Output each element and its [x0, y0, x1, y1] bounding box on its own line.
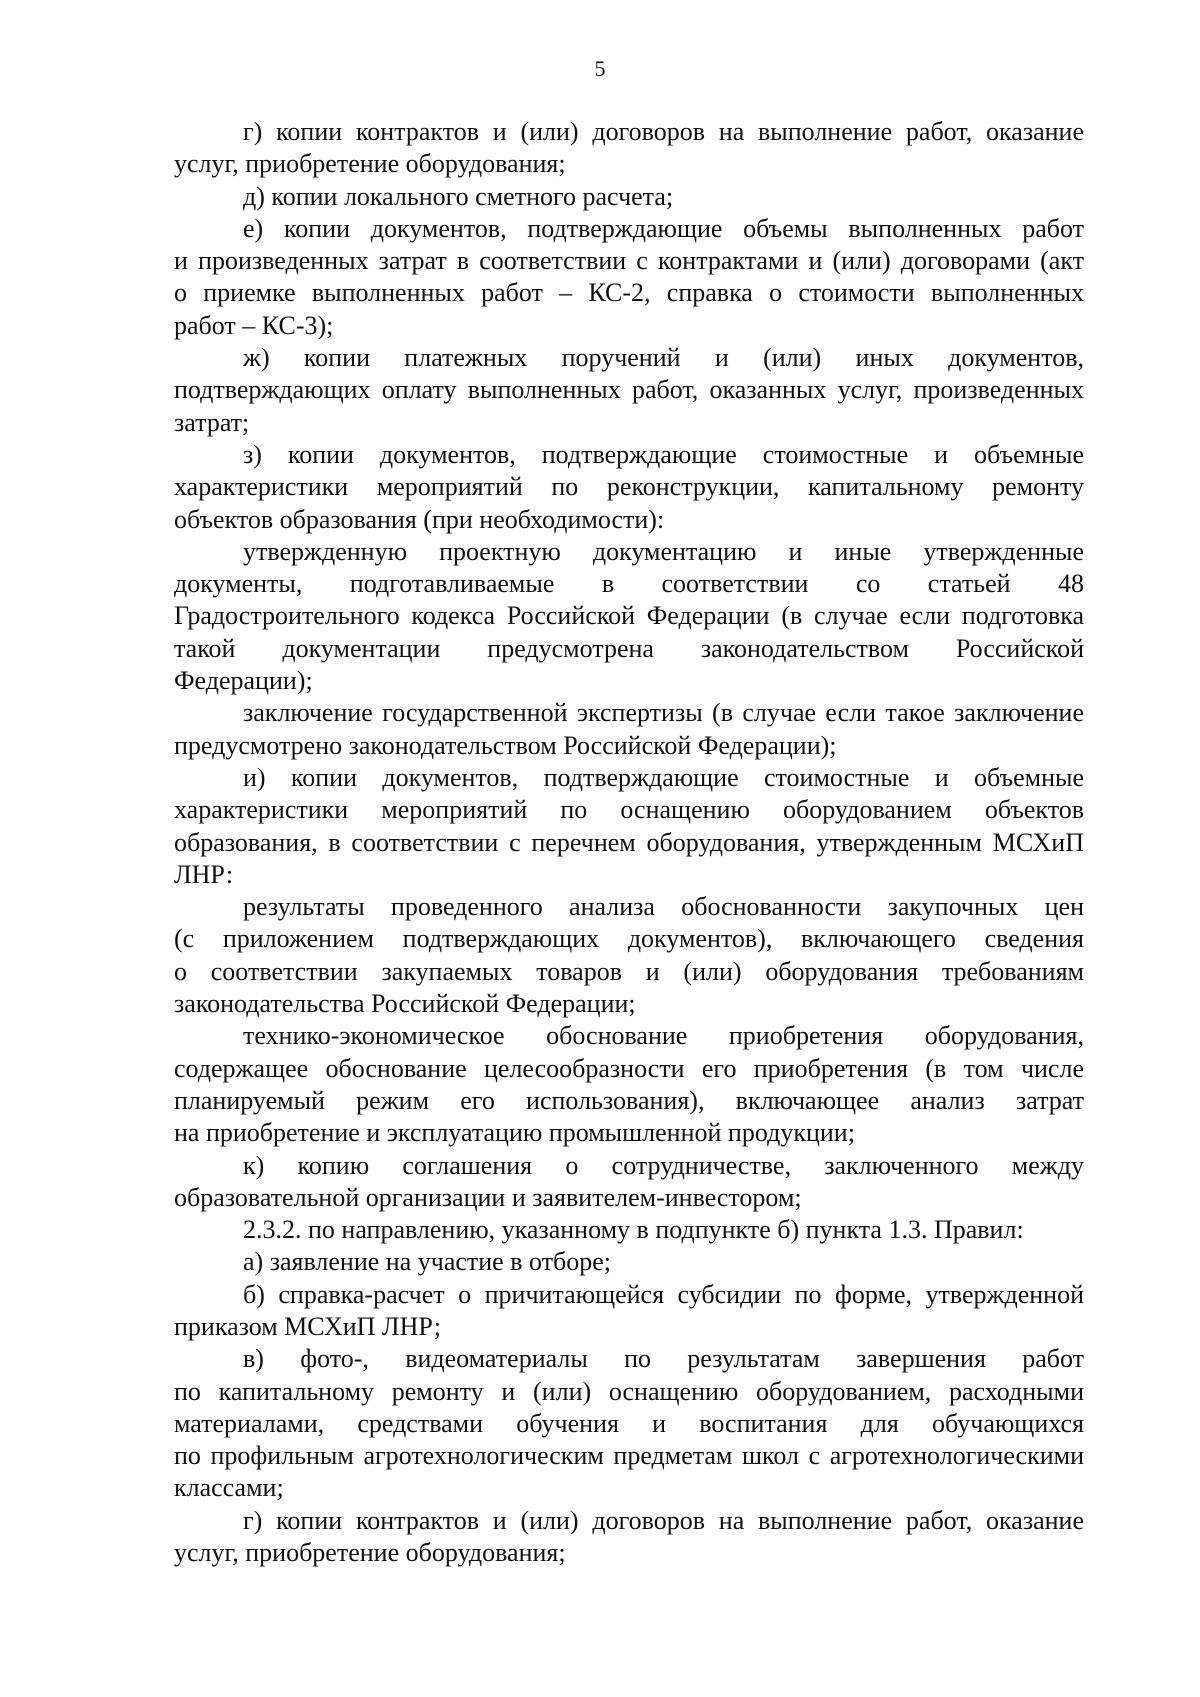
- paragraph-line: законодательства Российской Федерации;: [174, 989, 636, 1019]
- paragraph-line: д) копии локального сметного расчета;: [243, 181, 674, 211]
- paragraph: [174, 891, 1084, 1020]
- paragraph-line: подтверждающих оплату выполненных работ, оказанных услуг, произведенных: [174, 375, 1084, 405]
- paragraph-line: утвержденную проектную документацию и иные утвержденные: [243, 536, 1084, 566]
- paragraph: [174, 697, 1084, 762]
- paragraph-line: Федерации);: [174, 666, 313, 696]
- paragraph-line: такой документации предусмотрена законодательством Российской: [174, 633, 1084, 663]
- paragraph: [174, 439, 1084, 536]
- paragraph-line: затрат;: [174, 407, 250, 437]
- paragraph: [174, 342, 1084, 439]
- paragraph-line: документы, подготавливаемые в соответствии со статьей 48: [174, 569, 1084, 599]
- paragraph-line: о соответствии закупаемых товаров и (или) оборудования требованиям: [174, 956, 1084, 986]
- paragraph-line: е) копии документов, подтверждающие объемы выполненных работ: [243, 213, 1084, 243]
- paragraph-line: о приемке выполненных работ – КС-2, справка о стоимости выполненных: [174, 278, 1084, 308]
- paragraph: [174, 536, 1084, 697]
- paragraph-line: ЛНР:: [174, 859, 234, 889]
- paragraph-line: результаты проведенного анализа обоснованности закупочных цен: [243, 892, 1084, 922]
- paragraph: [174, 762, 1084, 891]
- paragraph-line: характеристики мероприятий по оснащению оборудованием объектов: [174, 795, 1084, 825]
- paragraph-line: з) копии документов, подтверждающие стоимостные и объемные: [243, 439, 1084, 469]
- paragraph-line: Градостроительного кодекса Российской Федерации (в случае если подготовка: [174, 601, 1084, 631]
- paragraph: [174, 181, 1084, 213]
- paragraph: [174, 213, 1084, 342]
- paragraph-line: к) копию соглашения о сотрудничестве, заключенного между: [243, 1150, 1084, 1180]
- paragraph-line: а) заявление на участие в отборе;: [243, 1247, 611, 1277]
- paragraph-line: работ – КС-3);: [174, 310, 334, 340]
- paragraph-line: содержащее обоснование целесообразности его приобретения (в том числе: [174, 1053, 1084, 1083]
- paragraph: [174, 1505, 1084, 1570]
- paragraph-line: на приобретение и эксплуатацию промышленной продукции;: [174, 1118, 855, 1148]
- paragraph-line: в) фото-, видеоматериалы по результатам завершения работ: [243, 1344, 1084, 1374]
- paragraph-line: услуг, приобретение оборудования;: [174, 149, 566, 179]
- document-body: [174, 116, 1084, 1569]
- paragraph-line: объектов образования (при необходимости):: [174, 504, 665, 534]
- paragraph-line: услуг, приобретение оборудования;: [174, 1538, 566, 1568]
- paragraph: [174, 1246, 1084, 1278]
- paragraph: [174, 1020, 1084, 1149]
- paragraph-line: характеристики мероприятий по реконструкции, капитальному ремонту: [174, 472, 1084, 502]
- paragraph: [174, 1214, 1084, 1246]
- paragraph-line: (с приложением подтверждающих документов), включающего сведения: [174, 924, 1084, 954]
- paragraph-line: по капитальному ремонту и (или) оснащению оборудованием, расходными: [174, 1376, 1084, 1406]
- paragraph: [174, 1279, 1084, 1344]
- paragraph-line: образовательной организации и заявителем-инвестором;: [174, 1182, 802, 1212]
- paragraph: [174, 1150, 1084, 1215]
- paragraph-line: материалами, средствами обучения и воспитания для обучающихся: [174, 1408, 1084, 1438]
- paragraph-line: г) копии контрактов и (или) договоров на выполнение работ, оказание: [243, 1505, 1084, 1535]
- paragraph-line: классами;: [174, 1473, 284, 1503]
- paragraph-line: образования, в соответствии с перечнем оборудования, утвержденным МСХиП: [174, 827, 1084, 857]
- paragraph: [174, 116, 1084, 181]
- paragraph-line: и произведенных затрат в соответствии с контрактами и (или) договорами (акт: [174, 246, 1084, 276]
- paragraph: [174, 1343, 1084, 1504]
- paragraph-line: б) справка-расчет о причитающейся субсидии по форме, утвержденной: [243, 1279, 1084, 1309]
- paragraph-line: 2.3.2. по направлению, указанному в подпункте б) пункта 1.3. Правил:: [243, 1215, 1024, 1245]
- paragraph-line: технико-экономическое обоснование приобретения оборудования,: [243, 1021, 1084, 1051]
- page-number: 5: [594, 56, 606, 81]
- paragraph-line: предусмотрено законодательством Российской Федерации);: [174, 730, 837, 760]
- paragraph-line: ж) копии платежных поручений и (или) иных документов,: [243, 343, 1084, 373]
- paragraph-line: заключение государственной экспертизы (в случае если такое заключение: [243, 698, 1084, 728]
- paragraph-line: планируемый режим его использования), включающее анализ затрат: [174, 1085, 1084, 1115]
- paragraph-line: приказом МСХиП ЛНР;: [174, 1311, 441, 1341]
- paragraph-line: по профильным агротехнологическим предметам школ с агротехнологическими: [174, 1441, 1084, 1471]
- paragraph-line: г) копии контрактов и (или) договоров на выполнение работ, оказание: [243, 117, 1084, 146]
- paragraph-line: и) копии документов, подтверждающие стоимостные и объемные: [243, 762, 1084, 792]
